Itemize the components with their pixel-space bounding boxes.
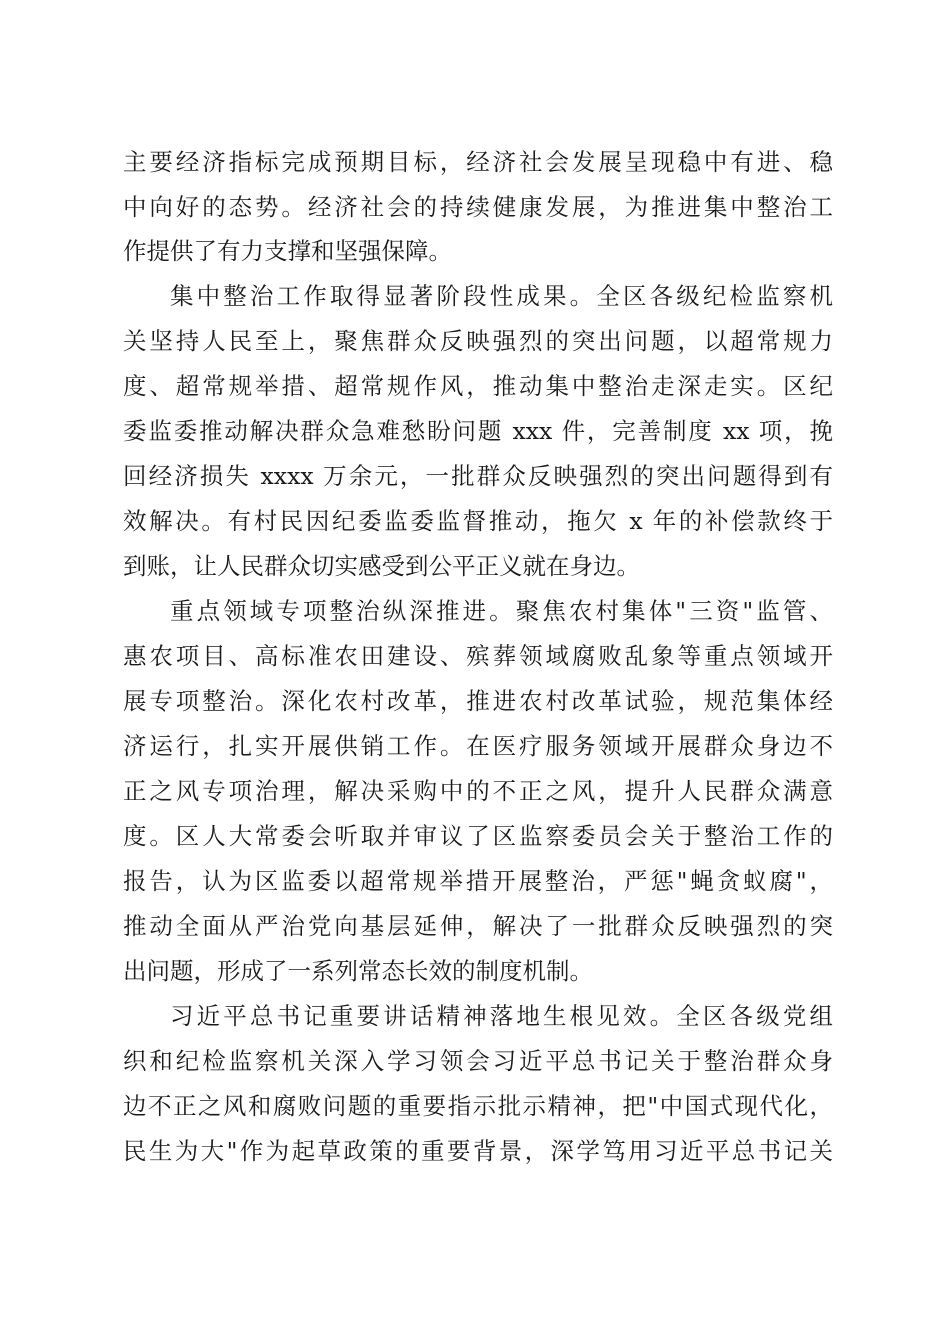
- paragraph-heading-line: 习近平总书记重要讲话精神落地生根见效。全区各级党组: [170, 1002, 833, 1030]
- text-line: 回经济损失 xxxx 万余元，一批群众反映强烈的突出问题得到有: [123, 462, 833, 490]
- text-line: 中向好的态势。经济社会的持续健康发展，为推进集中整治工: [123, 193, 833, 221]
- text-line: 关坚持人民至上，聚焦群众反映强烈的突出问题，以超常规力: [123, 327, 833, 355]
- text-line: 展专项整治。深化农村改革，推进农村改革试验，规范集体经: [123, 687, 833, 715]
- text-line: 到账，让人民群众切实感受到公平正义就在身边。: [123, 552, 640, 580]
- text-line: 推动全面从严治党向基层延伸，解决了一批群众反映强烈的突: [123, 912, 833, 940]
- text-line: 度、超常规举措、超常规作风，推动集中整治走深走实。区纪: [123, 372, 833, 400]
- text-line: 效解决。有村民因纪委监委监督推动，拖欠 x 年的补偿款终于: [123, 507, 833, 535]
- text-line: 主要经济指标完成预期目标，经济社会发展呈现稳中有进、稳: [123, 148, 833, 176]
- text-line: 报告，认为区监委以超常规举措开展整治，严惩"蝇贪蚁腐"，: [123, 867, 833, 895]
- text-line: 民生为大"作为起草政策的重要背景，深学笃用习近平总书记关: [123, 1137, 833, 1165]
- paragraph-heading-line: 重点领域专项整治纵深推进。聚焦农村集体"三资"监管、: [170, 597, 833, 625]
- text-line: 出问题，形成了一系列常态长效的制度机制。: [123, 957, 593, 985]
- paragraph-heading-line: 集中整治工作取得显著阶段性成果。全区各级纪检监察机: [170, 282, 833, 310]
- text-line: 委监委推动解决群众急难愁盼问题 xxx 件，完善制度 xx 项，挽: [123, 417, 833, 445]
- text-line: 边不正之风和腐败问题的重要指示批示精神，把"中国式现代化，: [123, 1092, 833, 1120]
- text-line: 度。区人大常委会听取并审议了区监察委员会关于整治工作的: [123, 822, 833, 850]
- text-line: 织和纪检监察机关深入学习领会习近平总书记关于整治群众身: [123, 1047, 833, 1075]
- text-line: 惠农项目、高标准农田建设、殡葬领域腐败乱象等重点领域开: [123, 642, 833, 670]
- text-line: 正之风专项治理，解决采购中的不正之风，提升人民群众满意: [123, 777, 833, 805]
- text-line: 济运行，扎实开展供销工作。在医疗服务领域开展群众身边不: [123, 732, 833, 760]
- text-line: 作提供了有力支撑和坚强保障。: [123, 237, 452, 265]
